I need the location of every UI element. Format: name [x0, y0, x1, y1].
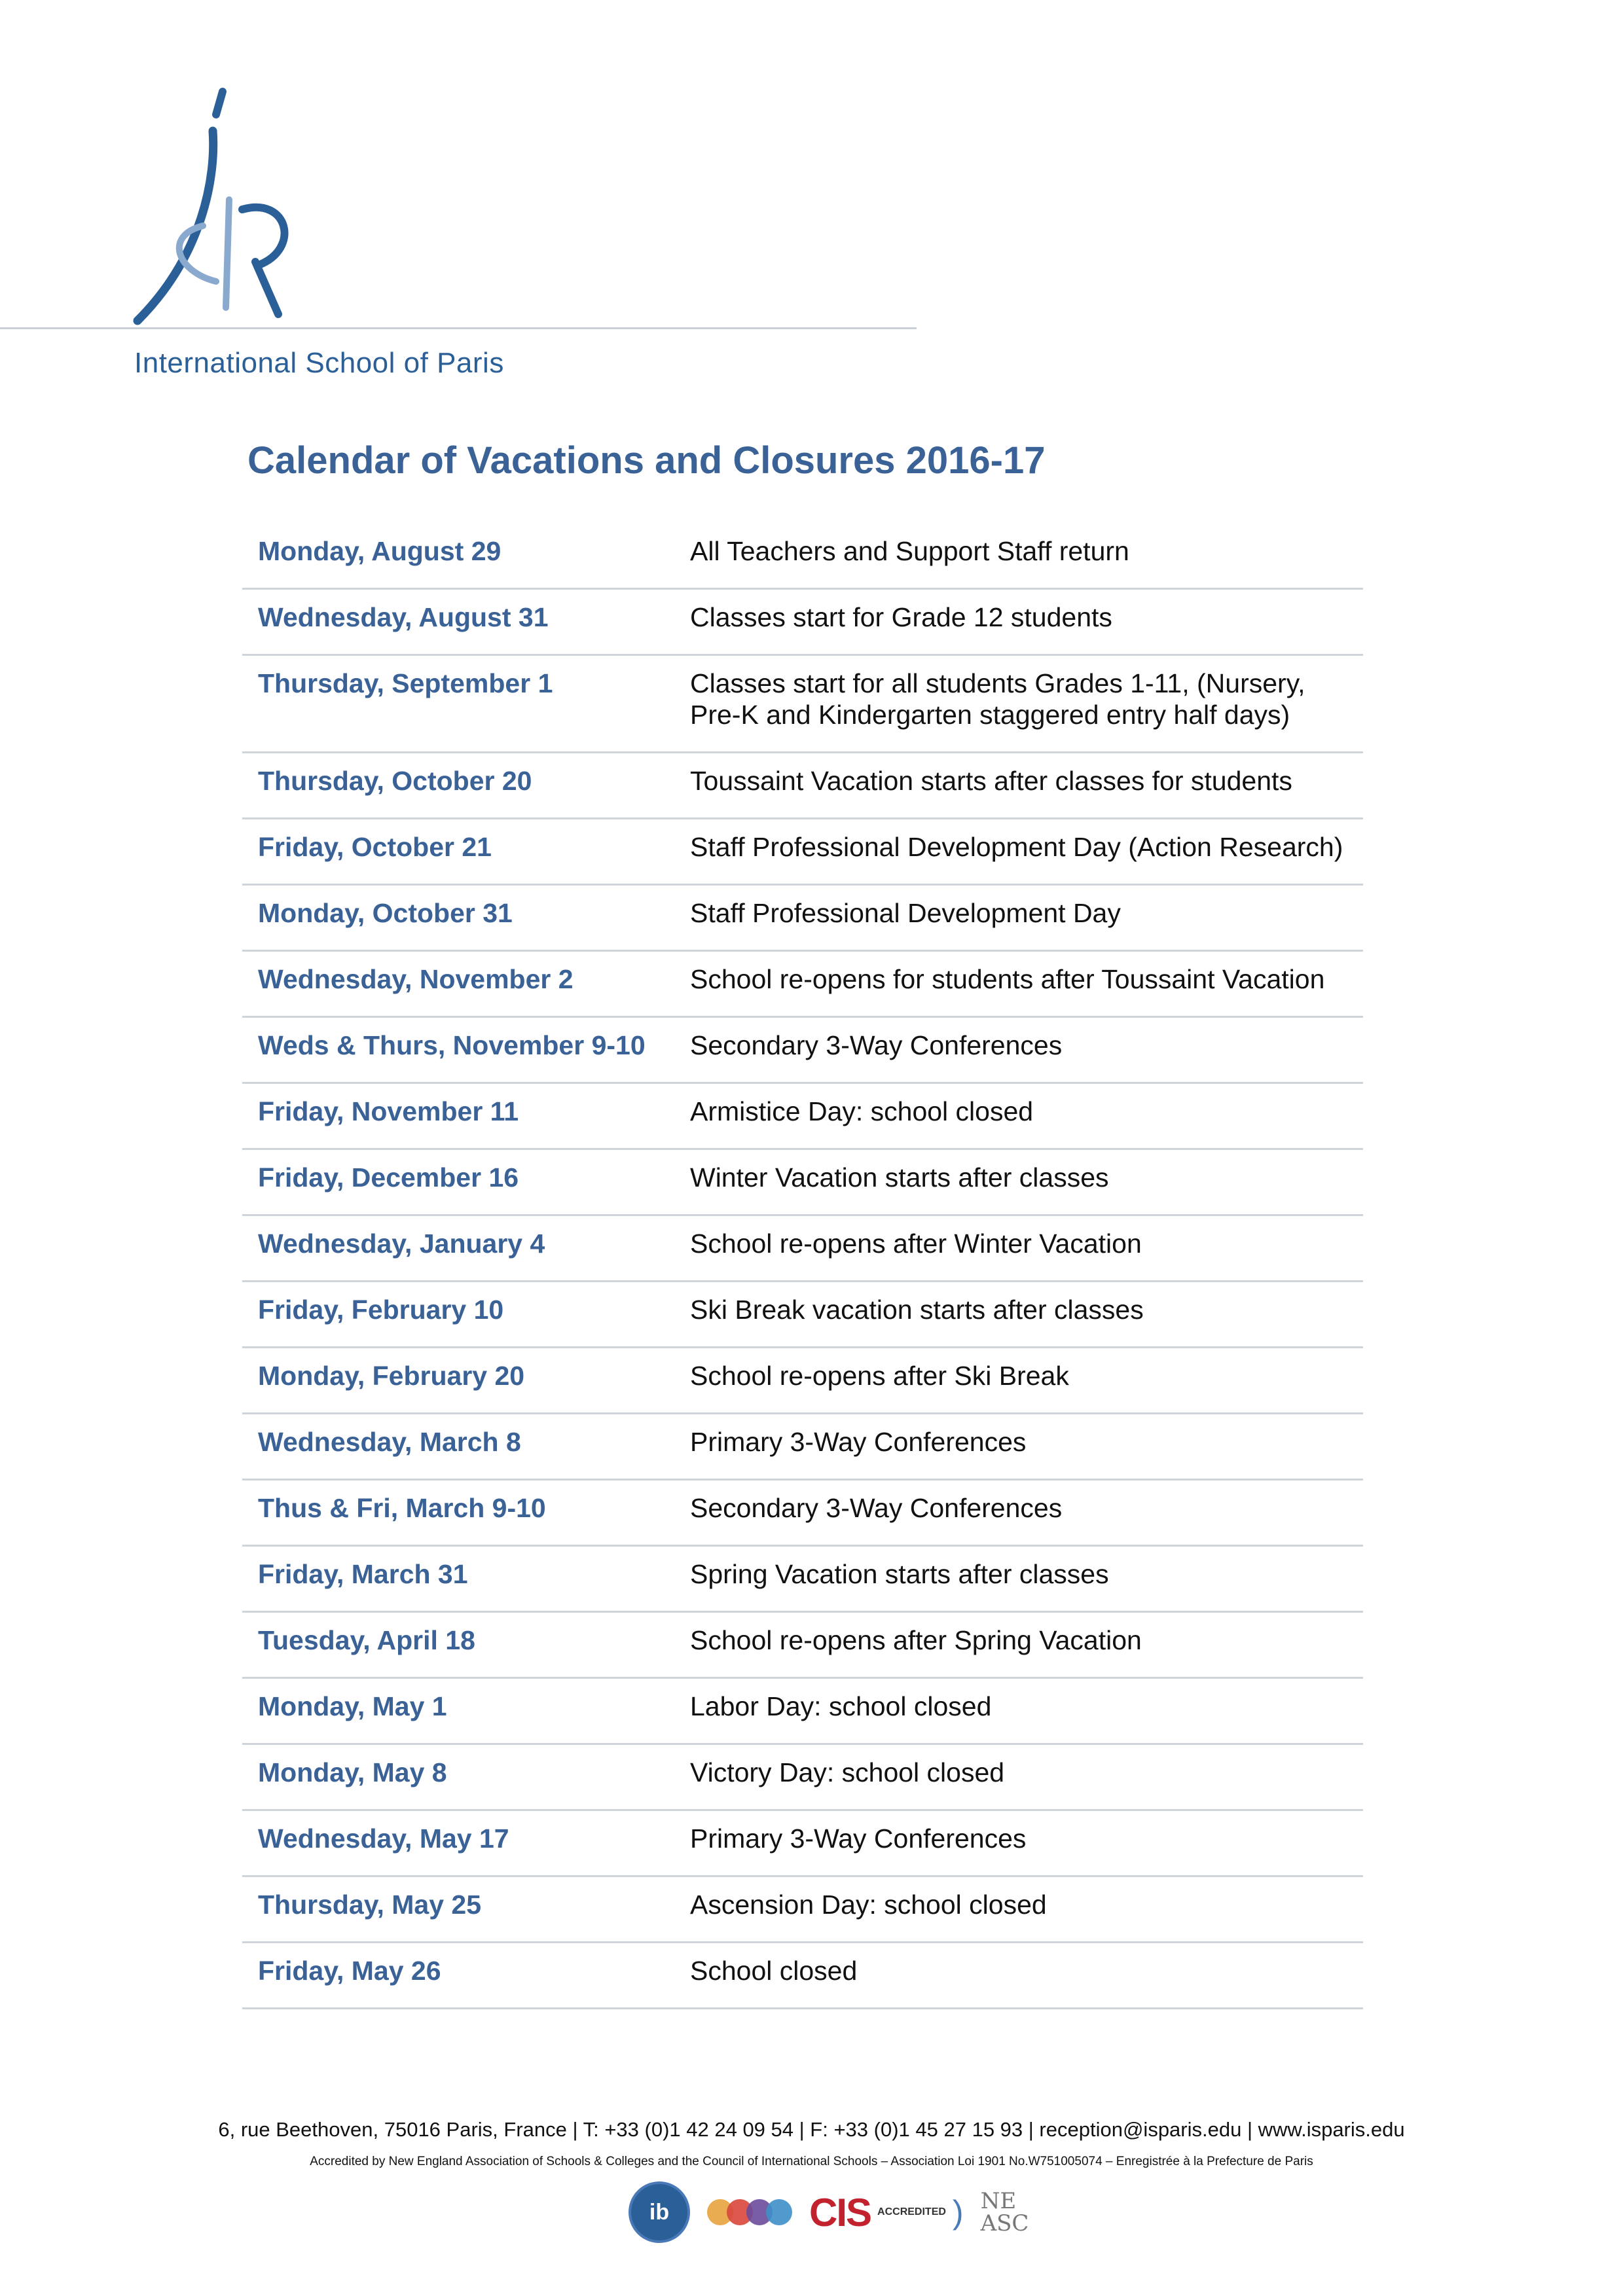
event-cell: Classes start for Grade 12 students [690, 589, 1363, 655]
date-cell: Friday, October 21 [242, 819, 690, 885]
event-cell: School re-opens for students after Toussaint Vacation [690, 951, 1363, 1017]
event-cell: School re-opens after Spring Vacation [690, 1612, 1363, 1678]
date-cell: Thus & Fri, March 9-10 [242, 1480, 690, 1546]
date-cell: Monday, May 1 [242, 1678, 690, 1744]
event-cell: All Teachers and Support Staff return [690, 524, 1363, 589]
table-row [242, 1943, 1363, 2009]
date-cell: Friday, February 10 [242, 1282, 690, 1348]
table-row [242, 1480, 1363, 1546]
neasc-bottom-text: ASC [980, 2210, 1029, 2236]
event-cell: Primary 3-Way Conferences [690, 1810, 1363, 1876]
continuum-dot [766, 2199, 792, 2225]
date-cell: Monday, February 20 [242, 1348, 690, 1414]
table-row [242, 1612, 1363, 1678]
cis-accredited-logo [809, 2190, 964, 2235]
table-row [242, 1149, 1363, 1215]
event-cell: School closed [690, 1943, 1363, 2009]
table-row [242, 1017, 1363, 1083]
date-cell: Friday, November 11 [242, 1083, 690, 1149]
ib-continuum-logo-icon [707, 2199, 792, 2225]
event-cell: Labor Day: school closed [690, 1678, 1363, 1744]
table-row [242, 589, 1363, 655]
event-cell: Primary 3-Way Conferences [690, 1414, 1363, 1480]
footer-accreditation: Accredited by New England Association of Schools & Colleges and the Council of International Schools – Association Loi 1901 No.W751005074 – Enregistrée à la Prefecture de Paris [310, 2155, 1313, 2168]
date-cell: Friday, March 31 [242, 1546, 690, 1612]
date-cell: Monday, August 29 [242, 524, 690, 589]
event-cell: Toussaint Vacation starts after classes for students [690, 753, 1363, 819]
event-cell: Staff Professional Development Day [690, 885, 1363, 951]
cis-bracket-icon: ) [952, 2194, 964, 2231]
table-row [242, 1744, 1363, 1810]
date-cell: Thursday, September 1 [242, 655, 690, 753]
neasc-logo [981, 2190, 1029, 2234]
isp-logo [124, 85, 295, 334]
cis-text: CIS [809, 2190, 871, 2234]
table-row [242, 1414, 1363, 1480]
header-divider [0, 327, 917, 329]
table-row [242, 753, 1363, 819]
page-title: Calendar of Vacations and Closures 2016-17 [247, 439, 1046, 482]
cis-accredited-text: ACCREDITED [877, 2206, 946, 2217]
table-row [242, 1876, 1363, 1943]
event-cell: Staff Professional Development Day (Action Research) [690, 819, 1363, 885]
event-cell: Victory Day: school closed [690, 1744, 1363, 1810]
accreditation-badges [629, 2179, 1029, 2245]
date-cell: Wednesday, May 17 [242, 1810, 690, 1876]
ib-logo-icon: ib [629, 2181, 690, 2243]
date-cell: Weds & Thurs, November 9-10 [242, 1017, 690, 1083]
date-cell: Wednesday, August 31 [242, 589, 690, 655]
table-row [242, 524, 1363, 589]
event-cell: Ascension Day: school closed [690, 1876, 1363, 1943]
table-row [242, 885, 1363, 951]
event-cell: School re-opens after Ski Break [690, 1348, 1363, 1414]
table-row [242, 1546, 1363, 1612]
date-cell: Monday, May 8 [242, 1744, 690, 1810]
event-cell: Classes start for all students Grades 1-11, (Nursery, Pre-K and Kindergarten staggered entry half days) [690, 655, 1363, 753]
date-cell: Wednesday, November 2 [242, 951, 690, 1017]
event-cell: Winter Vacation starts after classes [690, 1149, 1363, 1215]
date-cell: Thursday, October 20 [242, 753, 690, 819]
table-row [242, 1282, 1363, 1348]
school-name: International School of Paris [134, 347, 504, 379]
date-cell: Tuesday, April 18 [242, 1612, 690, 1678]
neasc-top-text: NE [980, 2188, 1017, 2214]
table-row [242, 1083, 1363, 1149]
footer-address: 6, rue Beethoven, 75016 Paris, France | T: +33 (0)1 42 24 09 54 | F: +33 (0)1 45 27 15 93 | reception@isparis.edu | www.isparis.edu [218, 2118, 1405, 2141]
event-cell: Secondary 3-Way Conferences [690, 1017, 1363, 1083]
date-cell: Thursday, May 25 [242, 1876, 690, 1943]
calendar-table [242, 524, 1363, 2009]
table-row [242, 655, 1363, 753]
table-row [242, 1215, 1363, 1282]
event-cell: Armistice Day: school closed [690, 1083, 1363, 1149]
table-row [242, 1348, 1363, 1414]
event-cell: Ski Break vacation starts after classes [690, 1282, 1363, 1348]
event-cell: Spring Vacation starts after classes [690, 1546, 1363, 1612]
date-cell: Friday, December 16 [242, 1149, 690, 1215]
event-cell: Secondary 3-Way Conferences [690, 1480, 1363, 1546]
date-cell: Friday, May 26 [242, 1943, 690, 2009]
table-row [242, 1810, 1363, 1876]
table-row [242, 819, 1363, 885]
date-cell: Wednesday, January 4 [242, 1215, 690, 1282]
date-cell: Wednesday, March 8 [242, 1414, 690, 1480]
event-cell: School re-opens after Winter Vacation [690, 1215, 1363, 1282]
date-cell: Monday, October 31 [242, 885, 690, 951]
table-row [242, 1678, 1363, 1744]
table-row [242, 951, 1363, 1017]
